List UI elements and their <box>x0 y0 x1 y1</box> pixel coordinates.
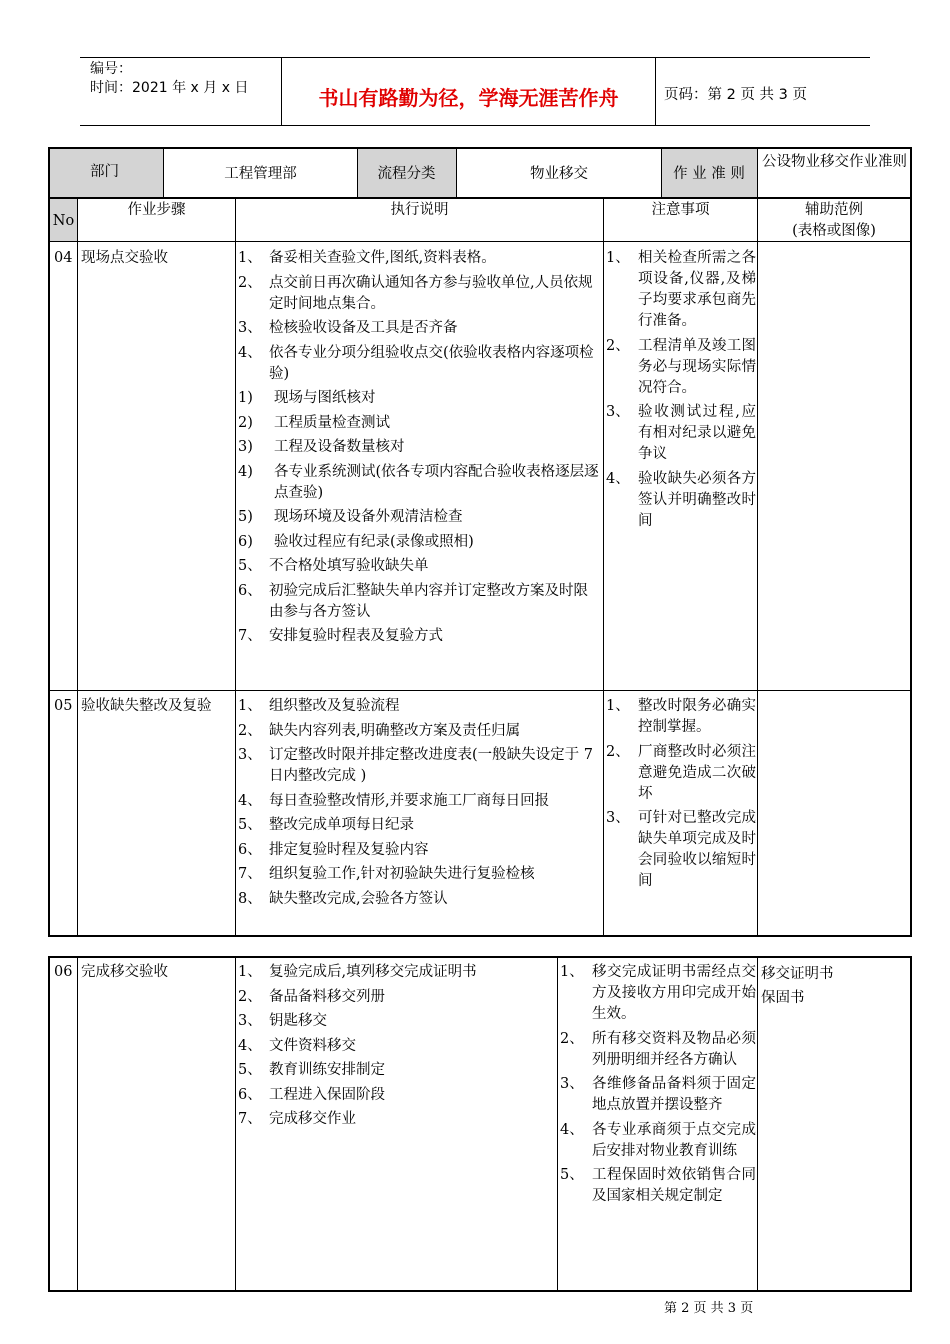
sub-list-item <box>238 532 600 553</box>
item-text: 验收缺失必须各方签认并明确整改时间 <box>638 470 756 529</box>
list-item <box>238 1109 554 1130</box>
item-text: 工程及设备数量核对 <box>274 439 405 455</box>
item-text: 检核验收设备及工具是否齐备 <box>269 320 458 336</box>
list-item <box>238 1085 554 1106</box>
item-text: 备品备料移交列册 <box>269 988 385 1005</box>
notes-list <box>606 696 756 896</box>
row-step: 现场点交验收 <box>81 250 168 266</box>
grid-line <box>235 958 236 1290</box>
note-item <box>560 1165 756 1207</box>
list-item <box>238 745 600 787</box>
rule-label: 作 业 准 则 <box>673 166 745 182</box>
item-text: 备妥相关查验文件,图纸,资料表格。 <box>269 250 496 266</box>
item-text: 各专业系统测试(依各专项内容配合验收表格逐层逐点查验) <box>274 463 599 501</box>
item-text: 组织整改及复验流程 <box>269 698 400 714</box>
list-item <box>238 248 600 269</box>
item-text: 验收测试过程,应有相对纪录以避免争议 <box>638 404 756 462</box>
page-footer: 第 2 页 共 3 页 <box>664 1301 754 1316</box>
item-number: 1、 <box>560 964 584 980</box>
list-item <box>238 815 600 836</box>
item-number: 7、 <box>238 1111 262 1127</box>
item-text: 组织复验工作,针对初验缺失进行复验检核 <box>269 866 535 882</box>
item-text: 工程质量检查测试 <box>274 414 390 431</box>
grid-line <box>603 199 604 935</box>
grid-line <box>757 958 758 1290</box>
note-item <box>606 469 756 532</box>
note-item <box>606 336 756 399</box>
item-number: 2、 <box>238 722 262 739</box>
note-item <box>606 248 756 332</box>
list-item <box>238 343 600 385</box>
note-item <box>606 742 756 805</box>
grid-line <box>235 199 236 935</box>
item-number: 4、 <box>238 344 262 361</box>
aux-item: 保固书 <box>761 990 805 1006</box>
row-no: 05 <box>54 698 73 714</box>
time-label: 时间：2021 年 x 月 x 日 <box>90 80 249 96</box>
item-number: 5、 <box>238 817 262 833</box>
row-step: 验收缺失整改及复验 <box>81 698 212 714</box>
grid-line <box>557 958 558 1290</box>
item-text: 排定复验时程及复验内容 <box>269 841 429 858</box>
sub-list-item <box>238 413 600 434</box>
item-number: 2、 <box>560 1030 584 1047</box>
item-number: 6) <box>238 533 253 550</box>
item-number: 1) <box>238 390 253 406</box>
sub-list-item <box>238 437 600 458</box>
item-number: 1、 <box>238 964 262 980</box>
col-no: No <box>52 213 75 229</box>
item-number: 3、 <box>238 1013 262 1029</box>
item-number: 2、 <box>238 988 262 1005</box>
item-text: 每日查验整改情形,并要求施工厂商每日回报 <box>269 792 550 809</box>
list-item <box>238 840 600 861</box>
item-number: 2、 <box>606 337 630 354</box>
item-text: 文件资料移交 <box>269 1037 356 1054</box>
list-item <box>238 721 600 742</box>
step-description-list <box>238 696 600 913</box>
item-text: 现场环境及设备外观清洁检查 <box>274 509 463 525</box>
grid-line <box>757 149 758 197</box>
item-text: 相关检查所需之各项设备,仪器,及梯子均要求承包商先行准备。 <box>638 250 756 329</box>
item-text: 点交前日再次确认通知各方参与验收单位,人员依规定时间地点集合。 <box>269 274 593 312</box>
note-item <box>560 1074 756 1116</box>
item-text: 工程清单及竣工图务必与现场实际情况符合。 <box>638 337 756 396</box>
page-code: 页码：第 2 页 共 3 页 <box>664 87 807 103</box>
item-number: 7、 <box>238 866 262 882</box>
aux-item: 移交证明书 <box>761 966 834 982</box>
notes-list <box>606 248 756 535</box>
item-number: 2、 <box>238 274 262 291</box>
header-top-rule <box>80 57 870 58</box>
aux-examples <box>761 962 834 1010</box>
row-step: 完成移交验收 <box>81 964 168 980</box>
item-number: 5、 <box>238 1062 262 1078</box>
item-text: 可针对已整改完成缺失单项完成及时会同验收以缩短时间 <box>638 810 756 889</box>
col-desc: 执行说明 <box>390 202 449 218</box>
row-divider <box>50 690 910 691</box>
item-number: 1、 <box>606 250 630 266</box>
sub-list-item <box>238 507 600 528</box>
list-item <box>238 273 600 315</box>
col-aux-subtitle: (表格或图像) <box>792 223 876 239</box>
col-aux-title: 辅助范例 <box>805 202 863 218</box>
notes-list <box>560 962 756 1211</box>
item-number: 3、 <box>606 404 630 420</box>
item-number: 4、 <box>238 792 262 809</box>
item-text: 整改完成单项每日纪录 <box>269 817 414 833</box>
dept-value: 工程管理部 <box>224 166 297 182</box>
item-text: 工程进入保固阶段 <box>269 1086 385 1103</box>
item-text: 各维修备品备料须于固定地点放置并摆设整齐 <box>592 1076 756 1113</box>
grid-line <box>77 958 78 1290</box>
list-item <box>238 581 600 623</box>
note-item <box>606 696 756 738</box>
rule-value: 公设物业移交作业准则 <box>762 154 907 170</box>
list-item <box>238 889 600 910</box>
item-number: 7、 <box>238 628 262 644</box>
item-number: 6、 <box>238 841 262 858</box>
list-item <box>238 1060 554 1081</box>
item-number: 4) <box>238 463 253 480</box>
item-number: 2) <box>238 414 253 431</box>
note-item <box>606 402 756 465</box>
grid-line <box>77 199 78 935</box>
header-info <box>90 60 248 98</box>
item-text: 整改时限务必确实控制掌握。 <box>638 698 756 735</box>
step-description-list <box>238 248 600 651</box>
list-item <box>238 626 600 647</box>
item-number: 1、 <box>238 698 262 714</box>
item-number: 8、 <box>238 890 262 907</box>
note-item <box>560 1029 756 1071</box>
item-number: 3) <box>238 439 253 455</box>
sub-list-item <box>238 388 600 409</box>
item-text: 教育训练安排制定 <box>269 1062 385 1078</box>
item-number: 4、 <box>238 1037 262 1054</box>
list-item <box>238 791 600 812</box>
item-text: 厂商整改时必须注意避免造成二次破坏 <box>638 743 756 802</box>
grid-line <box>757 199 758 935</box>
col-notes: 注意事项 <box>651 202 710 218</box>
motto: 书山有路勤为径，学海无涯苦作舟 <box>318 86 619 110</box>
list-item <box>238 1011 554 1032</box>
item-text: 缺失整改完成,会验各方签认 <box>269 890 448 907</box>
list-item <box>238 556 600 577</box>
list-item <box>238 318 600 339</box>
col-aux <box>758 200 910 242</box>
item-number: 4、 <box>606 470 630 487</box>
meta-row-rule <box>50 197 910 199</box>
item-number: 2、 <box>606 743 630 760</box>
category-value: 物业移交 <box>530 166 588 182</box>
item-number: 3、 <box>606 810 630 826</box>
item-number: 5、 <box>238 558 262 574</box>
row-no: 06 <box>54 964 73 980</box>
item-text: 各专业承商须于点交完成后安排对物业教育训练 <box>592 1121 756 1159</box>
header-divider <box>655 57 656 125</box>
note-item <box>560 1120 756 1162</box>
item-text: 完成移交作业 <box>269 1111 356 1127</box>
item-number: 6、 <box>238 582 262 599</box>
item-number: 5、 <box>560 1167 584 1183</box>
item-number: 5) <box>238 509 253 525</box>
list-item <box>238 962 554 983</box>
item-text: 现场与图纸核对 <box>274 390 376 406</box>
code-label: 编号： <box>90 61 132 77</box>
item-text: 工程保固时效依销售合同及国家相关规定制定 <box>592 1167 756 1204</box>
item-text: 依各专业分项分组验收点交(依验收表格内容逐项检验) <box>269 344 594 382</box>
item-number: 3、 <box>238 320 262 336</box>
item-text: 缺失内容列表,明确整改方案及责任归属 <box>269 722 521 739</box>
list-item <box>238 1036 554 1057</box>
item-number: 1、 <box>238 250 262 266</box>
header-bottom-rule <box>80 125 870 126</box>
item-text: 复验完成后,填列移交完成证明书 <box>269 964 477 980</box>
item-text: 订定整改时限并排定整改进度表(一般缺失设定于 7 日内整改完成 ) <box>269 747 593 784</box>
dept-label: 部门 <box>90 164 119 180</box>
item-text: 安排复验时程表及复验方式 <box>269 628 443 644</box>
item-text: 移交完成证明书需经点交方及接收方用印完成开始生效。 <box>592 964 756 1022</box>
note-item <box>606 808 756 892</box>
category-label: 流程分类 <box>377 166 436 182</box>
step-description-list <box>238 962 554 1134</box>
item-text: 验收过程应有纪录(录像或照相) <box>274 533 474 550</box>
item-text: 钥匙移交 <box>269 1013 327 1029</box>
item-text: 所有移交资料及物品必须列册明细并经各方确认 <box>592 1030 756 1068</box>
item-number: 6、 <box>238 1086 262 1103</box>
list-item <box>238 696 600 717</box>
item-text: 不合格处填写验收缺失单 <box>269 558 429 574</box>
sub-list-item <box>238 462 600 504</box>
row-no: 04 <box>54 250 73 266</box>
list-item <box>238 987 554 1008</box>
item-number: 4、 <box>560 1121 584 1138</box>
item-number: 3、 <box>238 747 262 763</box>
item-text: 初验完成后汇整缺失单内容并订定整改方案及时限由参与各方签认 <box>269 582 588 620</box>
item-number: 1、 <box>606 698 630 714</box>
item-number: 3、 <box>560 1076 584 1092</box>
list-item <box>238 864 600 885</box>
col-step: 作业步骤 <box>127 202 186 218</box>
note-item <box>560 962 756 1025</box>
